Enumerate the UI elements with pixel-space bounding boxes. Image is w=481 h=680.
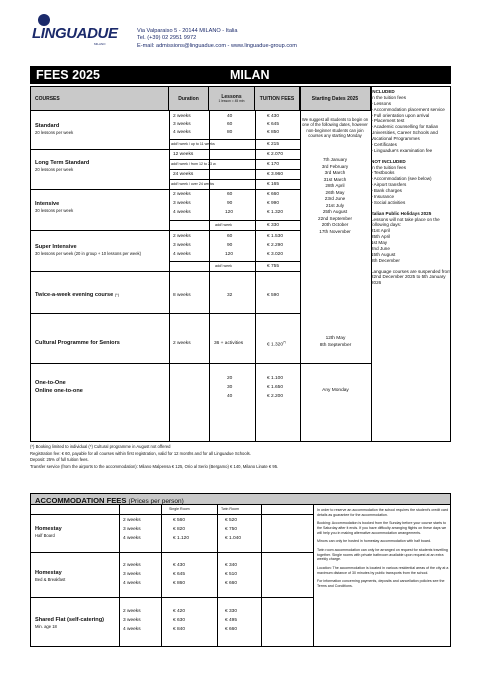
holiday-day: 1st May <box>371 240 388 245</box>
acc-note: Minors can only be hosted in homestay accommodation with half board. <box>317 539 432 544</box>
lessons: 60 <box>227 192 233 197</box>
starting-date: 3rd February <box>321 163 349 169</box>
holiday-day: 8th December <box>371 257 400 263</box>
course-sub-intensive: 30 lessons per week <box>35 208 74 213</box>
extra-week-label: add'l week <box>215 264 232 268</box>
duration: 2 weeks <box>173 341 191 346</box>
accommodation-title-bar <box>30 493 451 505</box>
note-line: Deposit: 25% of full tuition fees. <box>30 457 89 463</box>
starting-date: 26th May <box>325 189 345 195</box>
divider <box>31 149 300 150</box>
starting-date: 7th January <box>322 157 347 162</box>
duration: 3 weeks <box>173 243 191 248</box>
not-included-item: • Textbooks <box>371 170 395 176</box>
header-duration: Duration <box>169 87 209 111</box>
holiday-day: 25th April <box>371 234 391 240</box>
extra-week-label: add'l week / from 12 to 23 w. <box>171 162 217 166</box>
included-item: • Lessons <box>371 100 391 106</box>
duration: 4 weeks <box>123 627 141 632</box>
note-line: Transfer service (from the airports to the accommodation): Milano Malpensa € 125, Orio al Serio (Bergamo) € 140, Milano Linate € 95. <box>30 464 279 470</box>
divider <box>169 111 170 441</box>
lessons: 60 <box>227 122 233 127</box>
cultural-fee-note: (*) <box>283 340 287 344</box>
acc-note: Booking: Accommodation is booked from the Sunday before your course starts to the Saturday after it ends. If you have difficulty arranging flights on these days we will help you in making alternative accommodation arrangements. <box>317 521 447 535</box>
divider <box>169 139 300 140</box>
starting-date: 20th October <box>321 222 349 228</box>
not-included-item: • Accommodation (see below) <box>371 176 432 182</box>
lessons: 90 <box>227 243 233 248</box>
divider <box>31 552 313 553</box>
course-sub-super-intensive: 30 lessons per week (20 in group + 10 lessons per week) <box>35 251 142 256</box>
fee <box>267 341 286 348</box>
accommodation-title-sub: (Prices per person) <box>128 497 184 505</box>
fee: € 1.100 <box>267 376 284 381</box>
twin-fee: € 495 <box>225 618 238 623</box>
divider <box>217 505 218 646</box>
included-item: • Placement test <box>371 118 405 124</box>
duration: 4 weeks <box>173 210 191 215</box>
holiday-day: 21st April <box>371 228 390 234</box>
lessons: 40 <box>227 394 233 399</box>
single-fee: € 430 <box>173 563 186 568</box>
logo-subtitle: MILANO <box>94 42 106 46</box>
not-included-item: • Bank charges <box>371 188 402 193</box>
single-fee: € 645 <box>173 572 186 577</box>
acc-note: Location: The accommodation is located in various residential areas of the city at a maximum distance of 30 minutes by public transports from the school. <box>317 566 449 575</box>
fee: € 2.290 <box>267 243 284 248</box>
fee: € 660 <box>267 192 280 197</box>
logo-text: LINGUADUE <box>32 25 118 42</box>
fee: € 850 <box>267 130 280 135</box>
single-fee: € 860 <box>173 581 186 586</box>
fee: € 170 <box>267 162 280 167</box>
twin-fee: € 510 <box>225 572 238 577</box>
not-included-sub: In the tuition fees <box>371 164 406 170</box>
divider <box>31 271 300 272</box>
starting-date: 22nd September <box>318 215 352 221</box>
acc-name: Homestay <box>35 570 62 576</box>
single-fee: € 420 <box>173 609 186 614</box>
accommodation-notes <box>317 508 451 593</box>
duration: 3 weeks <box>173 122 191 127</box>
accommodation-table <box>30 505 451 647</box>
fees-notes <box>30 444 460 471</box>
duration: 2 weeks <box>123 609 141 614</box>
starting-date: 25th August <box>322 209 348 215</box>
divider <box>169 220 300 221</box>
divider <box>31 514 313 515</box>
address-line: Via Valparaiso 5 - 20144 MILANO - Italia <box>137 28 238 34</box>
duration: 12 weeks <box>173 152 194 157</box>
starting-intro: We suggest all students to begin on one of the following dates, however non-beginner students can join courses any starting Monday <box>301 117 369 139</box>
holidays-title: Italian Public Holidays 2025 <box>371 210 432 216</box>
cultural-fee: € 1.320 <box>267 342 284 348</box>
evening-name: Twice-a-week evening course <box>35 292 114 298</box>
course-name-cultural: Cultural Programme for Seniors <box>35 340 120 346</box>
extra-week-label: add'l week / over 24 weeks <box>171 182 215 186</box>
divider <box>169 159 300 160</box>
acc-note: For information concerning payments, deposits and cancellation policies see the Terms and Conditions. <box>317 579 445 589</box>
course-name-super-intensive: Super Intensive <box>35 244 77 250</box>
col-twin: Twin Room <box>221 507 239 511</box>
phone-line: Tel. (+39) 02 2951 9972 <box>137 35 197 42</box>
divider <box>31 597 313 598</box>
acc-sub: Half Board <box>35 533 55 538</box>
included-item: • Certificates <box>371 141 397 147</box>
duration: 4 weeks <box>123 536 141 541</box>
header-lessons-label: Lessons <box>221 93 242 100</box>
included-item: • Academic counselling for Italian Universities, Career Schools and Vocational Programmes <box>371 124 439 141</box>
included-item: • Full orientation upon arrival <box>371 112 430 118</box>
divider <box>31 230 300 231</box>
acc-name: Homestay <box>35 526 62 532</box>
starting-date: 23rd June <box>324 196 346 202</box>
starting-dates-list <box>300 157 370 235</box>
twin-fee: € 660 <box>225 581 238 586</box>
fee: € 755 <box>267 264 280 269</box>
fee: € 1.530 <box>267 234 284 239</box>
not-included-item: • Social activities <box>371 199 406 205</box>
duration: 2 weeks <box>123 563 141 568</box>
acc-note: In order to reserve an accommodation the school requires the student's credit card details as guarantee for the accommodation. <box>317 508 449 517</box>
twin-fee: € 1.040 <box>225 536 242 541</box>
header-tuition: TUITION FEES <box>255 87 300 111</box>
divider <box>31 313 300 314</box>
starting-date: 21st July <box>325 202 345 208</box>
fee: € 2.070 <box>267 152 284 157</box>
included-item: • Accommodation placement service <box>371 106 445 112</box>
twin-fee: € 750 <box>225 527 238 532</box>
course-name-intensive: Intensive <box>35 201 60 207</box>
course-name-online: Online one-to-one <box>35 388 83 394</box>
single-fee: € 560 <box>173 518 186 523</box>
duration: 3 weeks <box>123 527 141 532</box>
fee: € 1.320 <box>267 210 284 215</box>
duration: 8 weeks <box>173 293 191 298</box>
single-fee: € 1.120 <box>173 536 190 541</box>
divider <box>119 505 120 646</box>
cultural-dates <box>300 335 371 349</box>
divider <box>169 169 300 170</box>
lessons: 120 <box>225 210 234 215</box>
evening-note: (*) <box>114 292 120 297</box>
duration: 2 weeks <box>173 114 191 119</box>
extra-week-label: add'l week <box>215 223 232 227</box>
course-name-standard: Standard <box>35 123 60 129</box>
fee: € 3.020 <box>267 252 284 257</box>
course-name-long-term: Long Term Standard <box>35 160 90 166</box>
lessons: 60 <box>227 234 233 239</box>
fee: € 590 <box>267 293 280 298</box>
divider <box>209 111 210 441</box>
course-name-one-to-one: One-to-One <box>35 380 66 386</box>
cultural-date: 12th May <box>325 336 346 341</box>
header-courses: COURSES <box>31 87 169 111</box>
lessons: 90 <box>227 201 233 206</box>
single-fee: € 630 <box>173 618 186 623</box>
duration: 2 weeks <box>123 518 141 523</box>
logo <box>30 14 124 48</box>
fee: € 1.650 <box>267 385 284 390</box>
course-name-evening <box>35 292 119 299</box>
fee: € 430 <box>267 114 280 119</box>
not-included-item: • Insurance <box>371 193 395 199</box>
single-fee: € 820 <box>173 527 186 532</box>
header-lessons-sub: 1 lesson = 45 min <box>218 98 245 103</box>
included-sub: In the tuition fees <box>371 94 406 100</box>
twin-fee: € 660 <box>225 627 238 632</box>
single-fee: € 840 <box>173 627 186 632</box>
col-single: Single Room <box>169 507 190 511</box>
divider <box>169 261 300 262</box>
starting-date: 3rd March <box>324 170 346 176</box>
lessons: 20 <box>227 376 233 381</box>
christmas-note: Language courses are suspended from 22nd December 2025 to 5th January 2026 <box>371 268 451 286</box>
starting-date: 17th November <box>319 228 351 234</box>
duration: 3 weeks <box>173 201 191 206</box>
email-line[interactable]: E-mail: admissions@linguadue.com - www.linguadue-group.com <box>137 42 297 49</box>
divider <box>313 505 314 646</box>
divider <box>31 189 300 190</box>
acc-name: Shared Flat (self-catering) <box>35 617 105 623</box>
lessons: 36 + activities <box>214 341 244 346</box>
fee: € 165 <box>267 182 280 187</box>
course-sub-long-term: 20 lessons per week <box>35 167 74 172</box>
holiday-day: 2nd June <box>371 245 390 251</box>
twin-fee: € 330 <box>225 609 238 614</box>
header-lessons <box>209 87 255 111</box>
duration: 3 weeks <box>123 618 141 623</box>
one-to-one-dates: Any Monday <box>322 388 349 393</box>
fee: € 645 <box>267 122 280 127</box>
extra-week-label: add'l week / up to 11 weeks <box>171 142 215 146</box>
twin-fee: € 340 <box>225 563 238 568</box>
lessons: 32 <box>227 293 233 298</box>
cultural-date: 8th September <box>319 343 352 349</box>
course-sub-standard: 20 lessons per week <box>35 130 74 135</box>
fee: € 990 <box>267 201 280 206</box>
lessons: 80 <box>227 130 233 135</box>
starting-date: 28th April <box>325 183 345 189</box>
note-line: Registration fee: € 60, payable for all courses within first registration, valid for 12 months and for all Linguadue Schools. <box>30 450 251 456</box>
acc-sub: Min. age 18 <box>35 624 57 629</box>
included-item: • Linguadue's examination fee <box>371 147 433 153</box>
starting-date: 31st March <box>323 176 347 182</box>
included-title: INCLUDED <box>371 89 395 94</box>
divider <box>255 111 256 441</box>
duration: 3 weeks <box>123 572 141 577</box>
acc-note: Twin room accommodation can only be arranged on request for students travelling together. Single rooms with private bathroom available upon request at an extra weekly charge. <box>317 548 448 562</box>
acc-sub: Bed & Breakfast <box>35 577 66 582</box>
fees-title: FEES 2025 <box>36 68 100 82</box>
divider <box>161 505 162 646</box>
not-included-title: NOT INCLUDED <box>371 158 406 164</box>
title-bar <box>30 66 451 84</box>
fees-table <box>30 86 451 442</box>
holidays-text: Lessons will not take place on the following days: <box>371 216 440 228</box>
fee: € 2.200 <box>267 394 284 399</box>
duration: 2 weeks <box>173 234 191 239</box>
divider <box>261 505 262 646</box>
fee: € 3.960 <box>267 172 284 177</box>
info-column <box>371 89 451 286</box>
divider <box>169 179 300 180</box>
fee: € 330 <box>267 223 280 228</box>
note-line: (*) Booking limited to individual (*) Cultural programme in August not offered <box>30 444 171 449</box>
lessons: 120 <box>225 252 234 257</box>
header-starting: Starting Dates 2025 <box>300 87 371 111</box>
duration: 24 weeks <box>173 172 194 177</box>
accommodation-title: ACCOMMODATION FEES <box>35 495 127 505</box>
divider <box>31 363 371 364</box>
holiday-day: 15th August <box>371 251 396 257</box>
fee: € 215 <box>267 142 280 147</box>
lessons: 40 <box>227 114 233 119</box>
city-title: MILAN <box>230 68 270 82</box>
lessons: 30 <box>227 385 233 390</box>
school-address <box>137 28 297 50</box>
duration: 4 weeks <box>123 581 141 586</box>
twin-fee: € 520 <box>225 518 238 523</box>
not-included-item: • Airport transfers <box>371 182 407 188</box>
duration: 4 weeks <box>173 130 191 135</box>
duration: 2 weeks <box>173 192 191 197</box>
duration: 4 weeks <box>173 252 191 257</box>
